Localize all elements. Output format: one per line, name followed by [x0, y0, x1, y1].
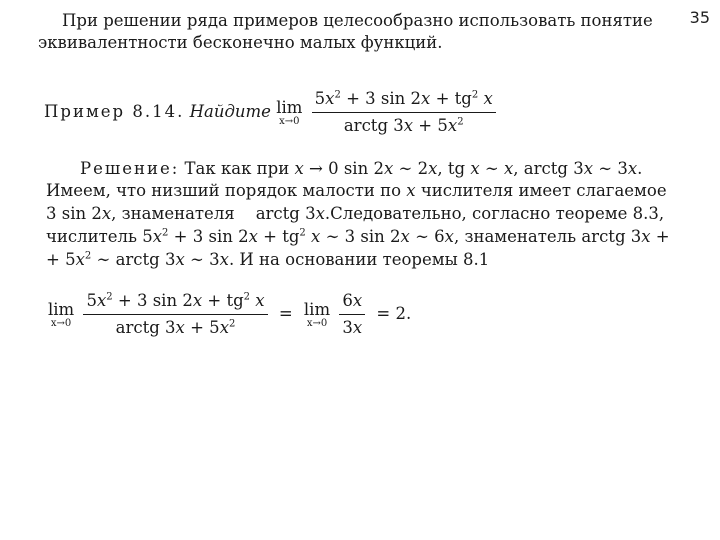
solution-line-2: Имеем, что низший порядок малости по x числителя имеет слагаемое [46, 181, 667, 200]
final-equals: = [278, 304, 293, 323]
final-lim-sub-1: x→0 [50, 317, 72, 329]
final-numerator-1: $5x^2 + 3$ $\sin 2x + tg^2$ x [83, 290, 267, 315]
example-fraction [312, 88, 496, 137]
solution-line-4: числитель $5x^2 + 3$ $\sin 2x + tg^2$ x ∼ 3 sin 2x ∼ 6x, знаменатель arctg 3x + [46, 227, 670, 246]
final-lim-sub-2: x→0 [306, 317, 328, 329]
solution-line-1 [80, 158, 642, 180]
example-numerator: $5x^2 + 3$ $\sin 2x + tg^2$ x [312, 88, 496, 113]
final-lim-word-2: lim [303, 299, 331, 319]
solution-line-5: + $5x^2$ ∼ arctg 3x ∼ 3x. И на основании теоремы 8.1 [46, 250, 490, 269]
solution-label: Решение: [80, 159, 180, 178]
example-lim-sub: x→0 [279, 115, 300, 127]
example-label: Пример 8.14. [44, 102, 185, 121]
final-denominator-1: arctg $3x + 5x^2$ [115, 318, 236, 337]
final-lim-word-1: lim [48, 299, 75, 319]
intro-line-2: эквивалентности бесконечно малых функций. [38, 33, 443, 52]
final-fraction-2 [339, 290, 365, 339]
solution-line-1-text: Так как при x → 0 sin 2x ∼ 2x, tg x ∼ x, arctg 3x ∼ 3x. [184, 159, 643, 178]
example-denominator: arctg $3x + 5x^2$ [343, 116, 464, 135]
page-number: 35 [689, 8, 710, 27]
final-limit-2 [304, 301, 330, 329]
final-result: = 2. [376, 304, 412, 323]
example-task: Найдите [189, 102, 271, 121]
intro-line-1: При решении ряда примеров целесообразно использовать понятие [62, 11, 653, 30]
final-denominator-2: 3x [342, 318, 363, 337]
example-lim-word: lim [276, 97, 303, 117]
final-limit-1 [48, 301, 74, 329]
solution-line-3: 3 sin 2x, знаменателя arctg 3x.Следовательно, согласно теореме 8.3, [46, 204, 665, 223]
final-fraction-1 [83, 290, 267, 339]
final-equation [48, 290, 411, 339]
example-limit [276, 99, 302, 127]
example-block [44, 88, 496, 137]
final-numerator-2: 6x [339, 290, 365, 315]
